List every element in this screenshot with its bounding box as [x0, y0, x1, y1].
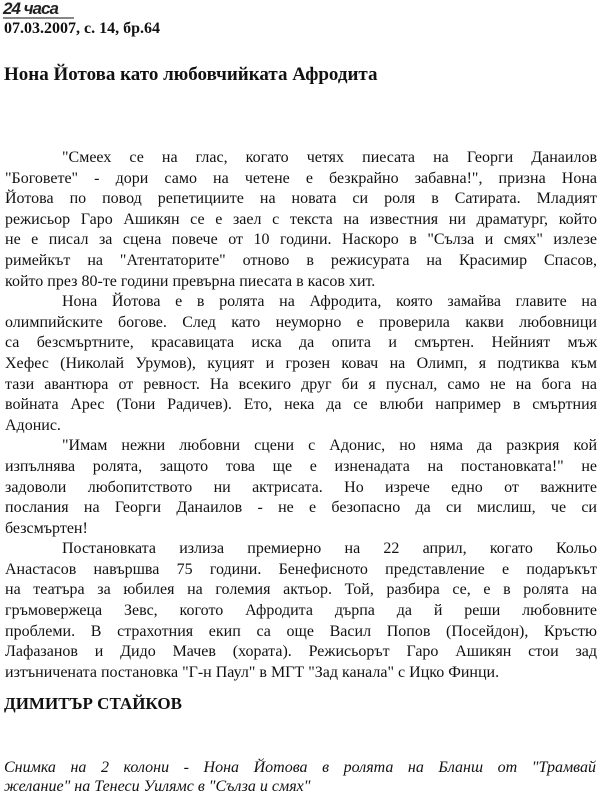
paragraph-line: Постановката излиза премиерно на 22 април, когато Кольо: [62, 540, 597, 558]
paragraph-line: "Смеех се на глас, когато четях пиесата на Георги Данаилов: [62, 149, 597, 166]
paragraph-line: Анастасов навършва 75 години. Бенефисното представление е подаръкът: [5, 560, 597, 578]
paragraph-line: "Имам нежни любовни сцени с Адонис, но няма да разкрия кой: [62, 437, 597, 455]
paragraph-line: на театъра за юбилея на големия актьор. Той, разбира се, е в ролята на: [5, 581, 597, 599]
paragraph-line: Лафазанов и Дидо Мачев (хората). Режисьорът Гаро Ашикян стои зад: [5, 643, 597, 661]
paragraph-line: послания на Георги Данаилов - не е безопасно да си мислиш, че си: [5, 499, 597, 517]
newspaper-logo: 24 часа: [3, 0, 74, 19]
paragraph-line: са безсмъртните, красавицата иска да опита и смъртен. Нейният мъж: [5, 334, 597, 352]
paragraph-line: Йотова по повод репетициите на новата си роля в Сатирата. Младият: [5, 190, 597, 208]
paragraph-line: тази авантюра от ревност. На всекиго друг би я пуснал, само не на бога на: [5, 375, 597, 393]
date-line: 07.03.2007, с. 14, бр.64: [4, 20, 160, 37]
paragraph-line: задоволи любопитството ни актрисата. Но изрече едно от важните: [5, 478, 597, 496]
paragraph-line: Нона Йотова е в ролята на Афродита, която замайва главите на: [62, 293, 597, 311]
paragraph-line: безсмъртен!: [5, 519, 88, 537]
paragraph-line: изтъничената постановка "Г-н Паул" в МГТ "Зад канала" с Ицко Финци.: [5, 663, 500, 681]
paragraph-line: Хефес (Николай Урумов), куцият и грозен ковач на Олимп, я подтиква към: [5, 354, 597, 372]
article-title: Нона Йотова като любовчийката Афродита: [4, 64, 378, 85]
article-body: [5, 148, 597, 683]
paragraph: [5, 148, 597, 292]
photo-caption: [4, 758, 596, 796]
paragraph-line: режисьор Гаро Ашикян се е заел с текста на известния ни драматург, който: [5, 210, 597, 228]
paragraph-line: Адонис.: [5, 416, 61, 434]
paragraph: [5, 292, 597, 436]
caption-line: желание" на Тенеси Уилямс в "Сълза и смях": [4, 778, 311, 795]
paragraph-line: който през 80-те години превърна пиесата в касов хит.: [5, 272, 376, 290]
article-author: ДИМИТЪР СТАЙКОВ: [4, 694, 182, 713]
paragraph-line: олимпийските богове. След като неуморно е проверила какви любовници: [5, 313, 597, 331]
paragraph: [5, 539, 597, 683]
paragraph-line: гръмовержеца Зевс, когото Афродита дърпа да й реши любовните: [5, 602, 597, 620]
paragraph: [5, 436, 597, 539]
paragraph-line: "Боговете" - дори само на четене е безкрайно забавна!", призна Нона: [5, 169, 597, 187]
caption-line: Снимка на 2 колони - Нона Йотова в ролята на Бланш от "Трамвай: [4, 759, 596, 776]
paragraph-line: войната Арес (Тони Радичев). Ето, нека да се влюби например в смъртния: [5, 396, 597, 414]
paragraph-line: изпълнява ролята, защото това ще е изненадата на постановката!" не: [5, 457, 597, 475]
paragraph-line: не е писал за сцена повече от 10 години. Наскоро в "Сълза и смях" излезе: [5, 231, 597, 249]
paragraph-line: римейкът на "Атентаторите" отново в режисурата на Красимир Спасов,: [5, 251, 597, 269]
paragraph-line: проблеми. В страхотния екип са още Васил Попов (Посейдон), Кръстю: [5, 622, 597, 640]
